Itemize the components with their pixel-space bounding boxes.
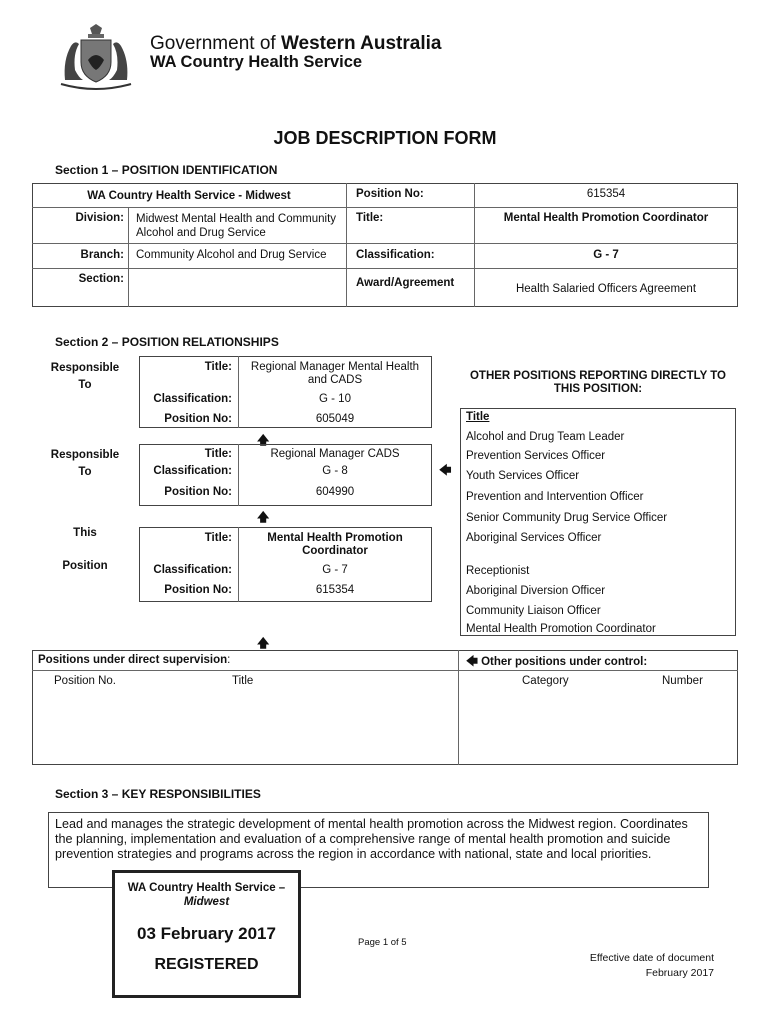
effective-date-value: February 2017 — [645, 967, 714, 979]
effective-date-label: Effective date of document — [589, 952, 714, 964]
col-category: Category — [522, 675, 569, 687]
this-posno-value: 615354 — [315, 584, 355, 596]
org-name: WA Country Health Service - Midwest — [87, 190, 291, 202]
col-title: Title — [232, 675, 254, 687]
resp1-title-label: Title: — [204, 361, 232, 373]
position-no-value: 615354 — [586, 188, 626, 200]
wa-crest-logo — [55, 20, 137, 92]
other-control-label: 🡄 Other positions under control: — [466, 656, 648, 668]
section1-heading: Section 1 – POSITION IDENTIFICATION — [55, 163, 278, 177]
this-title-value: Mental Health Promotion Coordinator — [267, 532, 403, 557]
resp2-posno-label: Position No: — [164, 486, 232, 498]
resp1-class-label: Classification: — [153, 393, 232, 405]
division-label: Division: — [75, 212, 124, 224]
resp1-title-value: Regional Manager Mental Health and CADS — [250, 361, 420, 386]
up-arrow-icon: 🡅 — [257, 636, 270, 650]
title-label: Title: — [356, 212, 384, 224]
other-title-header: Title — [466, 411, 490, 423]
left-arrow-icon: 🡄 — [466, 656, 478, 668]
responsible1-label: Responsible To — [50, 362, 120, 391]
title-value: Mental Health Promotion Coordinator — [503, 212, 709, 224]
resp1-posno-label: Position No: — [164, 413, 232, 425]
branch-value: Community Alcohol and Drug Service — [136, 249, 327, 261]
award-value: Health Salaried Officers Agreement — [515, 283, 697, 295]
other-positions-heading: OTHER POSITIONS REPORTING DIRECTLY TO THIS POSITION: — [469, 370, 726, 395]
other-position-item: Aboriginal Services Officer — [466, 532, 602, 544]
section-label: Section: — [78, 273, 124, 285]
page-title: JOB DESCRIPTION FORM — [273, 128, 497, 148]
other-position-item: Prevention Services Officer — [466, 450, 606, 462]
resp1-posno-value: 605049 — [315, 413, 355, 425]
other-position-item: Aboriginal Diversion Officer — [466, 585, 606, 597]
other-position-item: Community Liaison Officer — [466, 605, 601, 617]
other-position-item: Alcohol and Drug Team Leader — [466, 431, 625, 443]
resp2-posno-value: 604990 — [315, 486, 355, 498]
other-position-item: Senior Community Drug Service Officer — [466, 512, 668, 524]
registered-stamp: WA Country Health Service – Midwest 03 February 2017 REGISTERED — [112, 870, 301, 998]
page-number: Page 1 of 5 — [358, 937, 407, 948]
division-value: Midwest Mental Health and Community Alcohol and Drug Service — [136, 213, 337, 239]
other-position-item: Youth Services Officer — [466, 470, 580, 482]
this-class-value: G - 7 — [322, 564, 348, 576]
classification-value: G - 7 — [593, 249, 619, 261]
header-line1: Government of Western Australia — [150, 33, 442, 54]
resp2-title-label: Title: — [204, 448, 232, 460]
up-arrow-icon: 🡅 — [257, 433, 270, 447]
this-position-label-b: Position — [62, 560, 108, 572]
responsible2-label: Responsible To — [50, 449, 120, 478]
resp2-class-value: G - 8 — [322, 465, 348, 477]
section3-heading: Section 3 – KEY RESPONSIBILITIES — [55, 787, 261, 801]
classification-label: Classification: — [356, 249, 435, 261]
branch-label: Branch: — [80, 249, 124, 261]
this-position-label-a: This — [73, 527, 97, 539]
resp1-class-value: G - 10 — [319, 393, 351, 405]
resp2-title-value: Regional Manager CADS — [270, 448, 400, 460]
other-position-item: Mental Health Promotion Coordinator — [466, 623, 656, 635]
up-arrow-icon: 🡅 — [257, 510, 270, 524]
key-responsibilities-text: Lead and manages the strategic development of mental health promotion across the Midwest region. Coordinates the planning, implementation and evaluation of a comprehensive range of mental health promotion and suicide prevention strategies and programs across the region in accordance with national, state and local priorities. — [55, 817, 688, 861]
section2-heading: Section 2 – POSITION RELATIONSHIPS — [55, 335, 279, 349]
col-number: Number — [662, 675, 703, 687]
this-title-label: Title: — [204, 532, 232, 544]
other-position-item: Receptionist — [466, 565, 530, 577]
position-no-label: Position No: — [356, 188, 424, 200]
other-position-item: Prevention and Intervention Officer — [466, 491, 644, 503]
header-line2: WA Country Health Service — [150, 53, 363, 71]
this-class-label: Classification: — [153, 564, 232, 576]
left-arrow-icon: 🡄 — [439, 463, 452, 477]
award-label: Award/Agreement — [356, 277, 455, 289]
col-position-no: Position No. — [54, 675, 117, 687]
this-posno-label: Position No: — [164, 584, 232, 596]
under-supervision-label: Positions under direct supervision: — [38, 654, 231, 666]
resp2-class-label: Classification: — [153, 465, 232, 477]
